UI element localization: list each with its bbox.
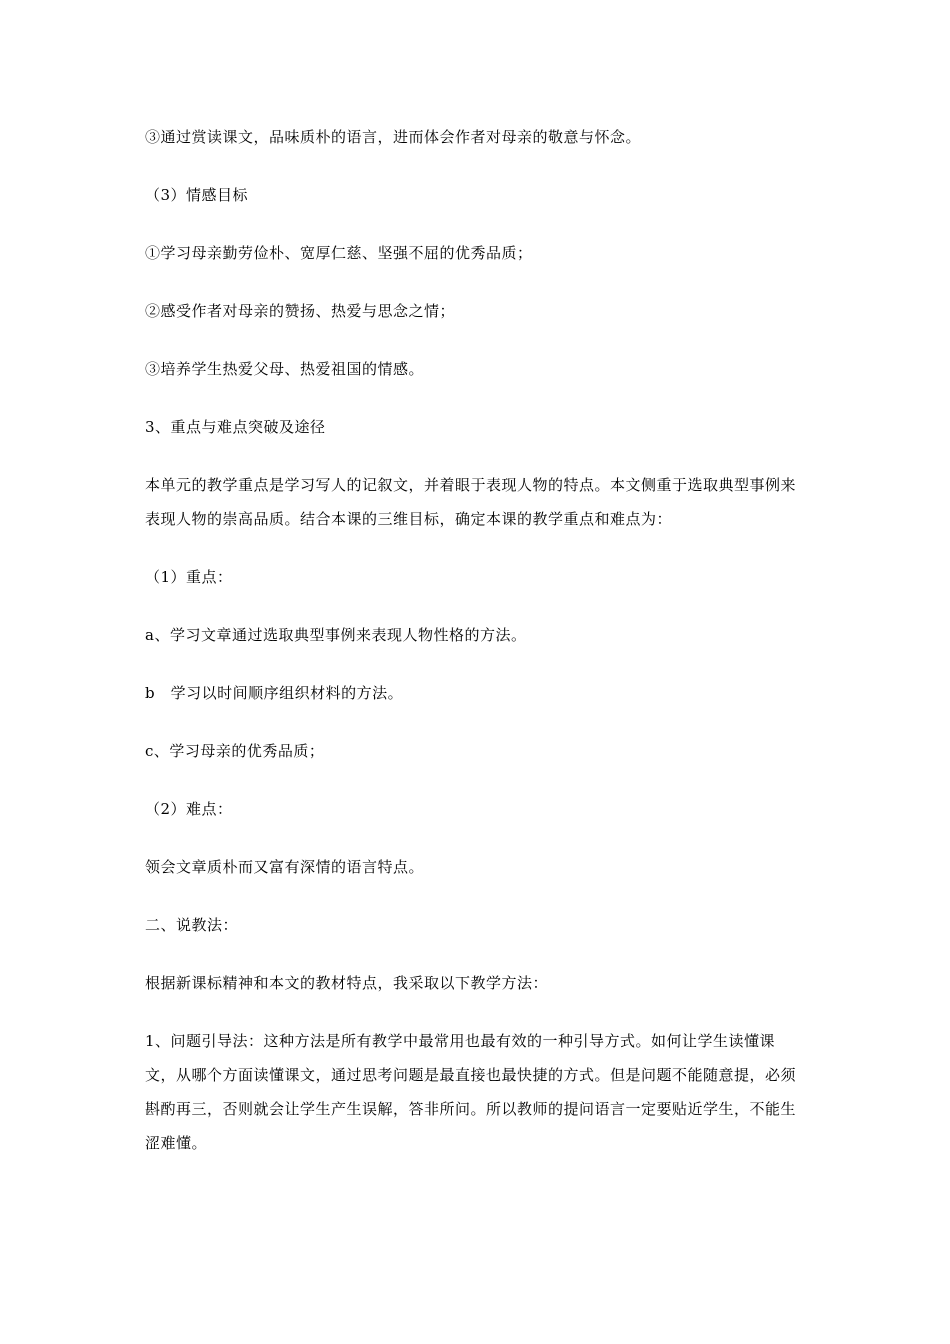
- paragraph-emotion-1: ①学习母亲勤劳俭朴、宽厚仁慈、坚强不屈的优秀品质；: [145, 244, 533, 262]
- heading-key-points: 3、重点与难点突破及途径: [145, 418, 326, 436]
- paragraph-question-method: 1、问题引导法：这种方法是所有教学中最常用也最有效的一种引导方式。如何让学生读懂课文，从哪个方面读懂课文，通过思考问题是最直接也最快捷的方式。但是问题不能随意提，必须斟酌再三，否则就会让学生产生误解，答非所问。所以教师的提问语言一定要贴近学生，不能生涩难懂。: [145, 1032, 797, 1152]
- paragraph-difficulty: 领会文章质朴而又富有深情的语言特点。: [145, 858, 425, 876]
- heading-key-point: （1）重点：: [145, 568, 233, 586]
- list-item-c: c、学习母亲的优秀品质；: [145, 742, 325, 760]
- paragraph-emotion-2: ②感受作者对母亲的赞扬、热爱与思念之情；: [145, 302, 456, 320]
- list-item-a: a、学习文章通过选取典型事例来表现人物性格的方法。: [145, 626, 527, 644]
- paragraph-emotion-3: ③培养学生热爱父母、热爱祖国的情感。: [145, 360, 425, 378]
- paragraph-objective-3: ③通过赏读课文，品味质朴的语言，进而体会作者对母亲的敬意与怀念。: [145, 128, 642, 146]
- paragraph-methods-intro: 根据新课标精神和本文的教材特点，我采取以下教学方法：: [145, 974, 549, 992]
- heading-emotion-goal: （3）情感目标: [145, 186, 249, 204]
- heading-teaching-methods: 二、说教法：: [145, 916, 239, 934]
- list-item-b: b 学习以时间顺序组织材料的方法。: [145, 684, 404, 702]
- paragraph-unit-focus: 本单元的教学重点是学习写人的记叙文，并着眼于表现人物的特点。本文侧重于选取典型事例来表现人物的崇高品质。结合本课的三维目标，确定本课的教学重点和难点为：: [145, 476, 797, 528]
- heading-difficult-point: （2）难点：: [145, 800, 233, 818]
